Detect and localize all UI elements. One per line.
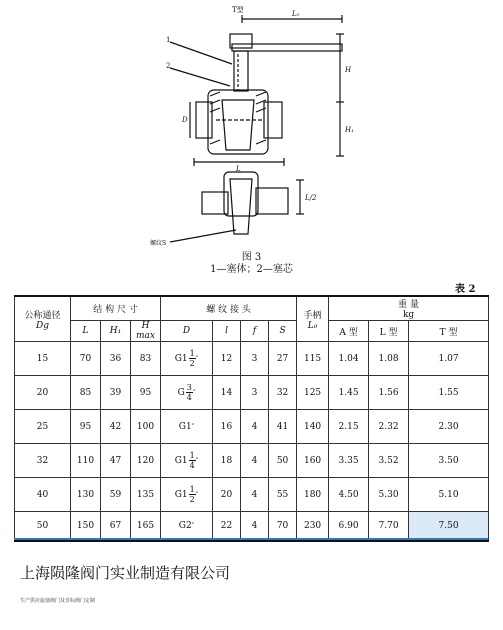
- accent-divider: [14, 538, 488, 540]
- header-hmax: H max: [131, 321, 161, 342]
- cell-weight-a: 3.35: [329, 444, 369, 478]
- cell-f: 4: [241, 512, 269, 542]
- cell-l: 130: [71, 478, 101, 512]
- header-f: f: [241, 321, 269, 342]
- left-port: [196, 102, 212, 138]
- cell-hmax: 95: [131, 376, 161, 410]
- header-handle: 手柄 L₀: [297, 296, 329, 342]
- figure-number: 图 3: [241, 252, 262, 263]
- cell-weight-t: 3.50: [409, 444, 489, 478]
- cell-weight-t: 2.30: [409, 410, 489, 444]
- cell-hmax: 100: [131, 410, 161, 444]
- header-thread: 螺 纹 接 头: [161, 296, 297, 321]
- table-row: [15, 376, 489, 410]
- cell-dg: 40: [15, 478, 71, 512]
- cell-dg: 25: [15, 410, 71, 444]
- cell-weight-a: 6.90: [329, 512, 369, 542]
- header-nominal: 公称通径 Dg: [15, 296, 71, 342]
- cell-thread: G2 ″: [161, 512, 213, 542]
- cell-hmax: 83: [131, 342, 161, 376]
- cell-l: 85: [71, 376, 101, 410]
- cell-handle: 115: [297, 342, 329, 376]
- header-l-type: L 型: [369, 321, 409, 342]
- cell-handle: 230: [297, 512, 329, 542]
- cell-l-small: 20: [213, 478, 241, 512]
- figure-parts-legend: 1—塞体；2—塞芯: [210, 264, 293, 275]
- dim-l-half: L/2: [305, 194, 317, 202]
- footer-note: 生产供应旋塞阀门及非标阀门定制: [20, 598, 96, 604]
- plug-core: [222, 100, 254, 150]
- cell-hmax: 165: [131, 512, 161, 542]
- cell-handle: 180: [297, 478, 329, 512]
- cell-l: 70: [71, 342, 101, 376]
- cell-l-small: 18: [213, 444, 241, 478]
- thread-callout: 螺纹S: [150, 240, 167, 247]
- cell-dg: 50: [15, 512, 71, 542]
- cell-thread: G1 ″: [161, 410, 213, 444]
- table-number: 表 2: [455, 284, 476, 295]
- cell-handle: 125: [297, 376, 329, 410]
- cell-h1: 67: [101, 512, 131, 542]
- company-name: 上海陨隆阀门实业制造有限公司: [20, 564, 231, 582]
- cell-weight-a: 1.45: [329, 376, 369, 410]
- cell-s: 41: [269, 410, 297, 444]
- cell-s: 70: [269, 512, 297, 542]
- cell-s: 27: [269, 342, 297, 376]
- section-right-port: [256, 188, 288, 214]
- cell-dg: 32: [15, 444, 71, 478]
- cell-handle: 160: [297, 444, 329, 478]
- cell-hmax: 120: [131, 444, 161, 478]
- right-port: [264, 102, 282, 138]
- cell-f: 4: [241, 478, 269, 512]
- cell-f: 3: [241, 342, 269, 376]
- header-weight: 重 量 kg: [329, 296, 489, 321]
- cell-l-small: 14: [213, 376, 241, 410]
- cell-f: 4: [241, 444, 269, 478]
- cell-hmax: 135: [131, 478, 161, 512]
- cell-thread: G1 $\frac{1}{4}$ ″: [161, 444, 213, 478]
- cell-l: 95: [71, 410, 101, 444]
- table-row: [15, 512, 489, 542]
- cell-weight-t: 1.55: [409, 376, 489, 410]
- cell-f: 4: [241, 410, 269, 444]
- table-row: [15, 444, 489, 478]
- cell-thread: G1 $\frac{1}{2}$ ″: [161, 478, 213, 512]
- callout-1: 1: [166, 36, 171, 44]
- cell-dg: 15: [15, 342, 71, 376]
- cell-handle: 140: [297, 410, 329, 444]
- table-row: [15, 410, 489, 444]
- cell-weight-t: 7.50: [409, 512, 489, 542]
- header-l: L: [71, 321, 101, 342]
- handle-head: [230, 34, 252, 48]
- cell-weight-l: 3.52: [369, 444, 409, 478]
- header-a-type: A 型: [329, 321, 369, 342]
- cell-thread: G $\frac{3}{4}$ ″: [161, 376, 213, 410]
- cell-weight-l: 1.08: [369, 342, 409, 376]
- dim-l: L: [236, 165, 241, 173]
- cell-weight-a: 4.50: [329, 478, 369, 512]
- cell-thread: G1 $\frac{1}{2}$ ″: [161, 342, 213, 376]
- dim-h1: H₁: [345, 126, 354, 134]
- header-structure: 结 构 尺 寸: [71, 296, 161, 321]
- cell-h1: 59: [101, 478, 131, 512]
- cell-l-small: 16: [213, 410, 241, 444]
- stem: [234, 51, 248, 91]
- dim-h: H: [345, 66, 352, 74]
- cell-s: 32: [269, 376, 297, 410]
- header-t-type: T 型: [409, 321, 489, 342]
- dim-l0: L₀: [292, 10, 300, 18]
- callout-2: 2: [166, 62, 171, 70]
- cell-weight-l: 1.56: [369, 376, 409, 410]
- cell-s: 55: [269, 478, 297, 512]
- cell-weight-a: 2.15: [329, 410, 369, 444]
- cell-dg: 20: [15, 376, 71, 410]
- cell-weight-a: 1.04: [329, 342, 369, 376]
- cell-s: 50: [269, 444, 297, 478]
- valve-drawing: [150, 4, 360, 249]
- cell-weight-t: 1.07: [409, 342, 489, 376]
- view-label: T型: [232, 6, 244, 14]
- cell-weight-t: 5.10: [409, 478, 489, 512]
- header-d: D: [161, 321, 213, 342]
- cell-l: 150: [71, 512, 101, 542]
- cell-h1: 47: [101, 444, 131, 478]
- cell-l-small: 22: [213, 512, 241, 542]
- header-s: S: [269, 321, 297, 342]
- cell-h1: 39: [101, 376, 131, 410]
- header-h1: H₁: [101, 321, 131, 342]
- dim-d: D: [182, 116, 188, 124]
- cell-h1: 36: [101, 342, 131, 376]
- cell-weight-l: 5.30: [369, 478, 409, 512]
- cell-f: 3: [241, 376, 269, 410]
- spec-table: [14, 295, 489, 542]
- table-row: [15, 478, 489, 512]
- table-row: [15, 342, 489, 376]
- cell-h1: 42: [101, 410, 131, 444]
- header-l-small: l: [213, 321, 241, 342]
- cell-l: 110: [71, 444, 101, 478]
- cell-weight-l: 7.70: [369, 512, 409, 542]
- cell-l-small: 12: [213, 342, 241, 376]
- cell-weight-l: 2.32: [369, 410, 409, 444]
